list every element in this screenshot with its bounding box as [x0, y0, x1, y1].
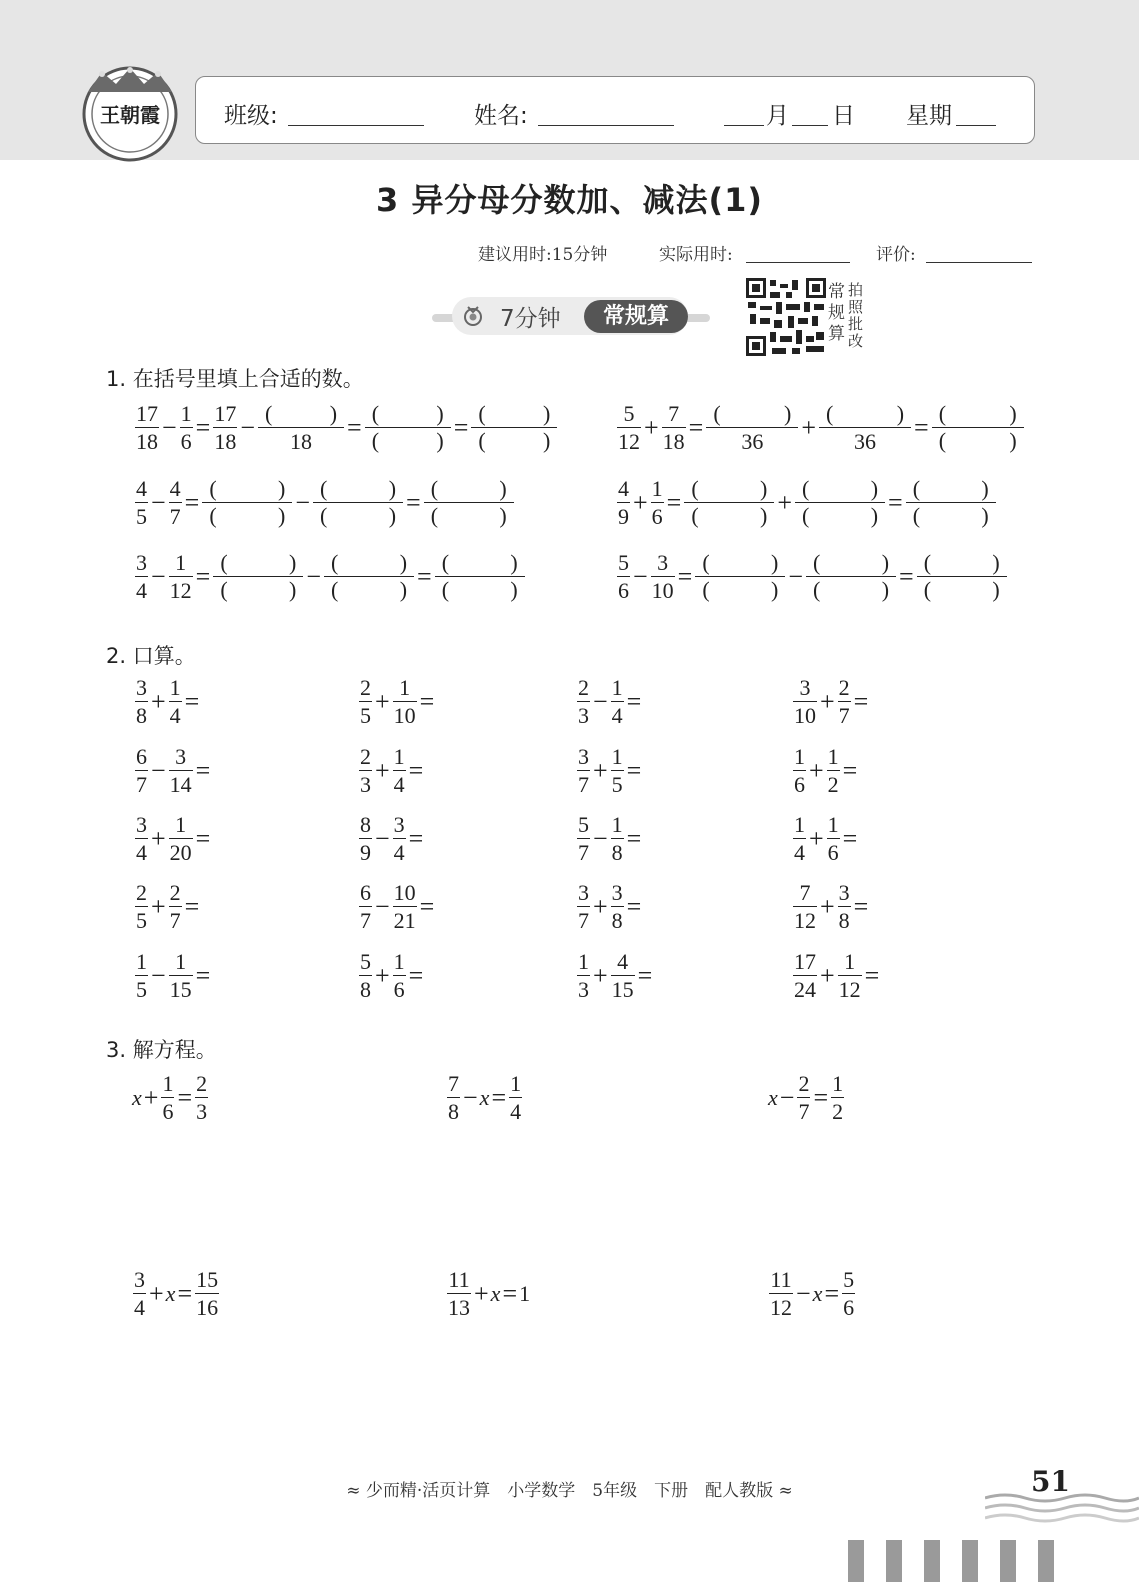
- equation-3: x − $\frac{2}{7}$ = $\frac{1}{2}$: [768, 1071, 844, 1124]
- mental-math-item: $\frac{3}{4}$ + $\frac{1}{20}$ =: [136, 812, 211, 865]
- fraction: $\frac{1}{12}$: [838, 949, 861, 1002]
- edge-tab-marker: [1000, 1540, 1016, 1582]
- fraction: $\frac{6}{7}$: [360, 880, 371, 933]
- q1-item-1: $\frac{17}{18}$ − $\frac{1}{6}$ = $\frac{17}{18}$ − ( ) 18 = ( ) ( ) = ( ) ( ): [134, 400, 558, 455]
- blank-fraction[interactable]: ( ) ( ): [906, 476, 996, 529]
- fraction: $\frac{1}{10}$: [393, 675, 416, 728]
- edge-tab-marker: [886, 1540, 902, 1582]
- fraction: $\frac{3}{14}$: [169, 744, 192, 797]
- fraction: $\frac{3}{8}$: [838, 880, 850, 933]
- fraction: $\frac{2}{3}$: [578, 675, 589, 728]
- mental-math-item: $\frac{2}{5}$ + $\frac{2}{7}$ =: [136, 880, 200, 933]
- fraction: $\frac{3}{8}$: [611, 880, 623, 933]
- fraction: $\frac{4}{15}$: [611, 949, 634, 1002]
- fraction: $\frac{10}{21}$: [393, 880, 416, 933]
- blank-fraction[interactable]: ( ) 36: [819, 401, 911, 455]
- fraction: $\frac{5}{12}$: [618, 401, 640, 454]
- blank-fraction[interactable]: ( ) ( ): [932, 401, 1024, 454]
- section-tag: 常规算: [584, 300, 688, 333]
- week-field[interactable]: [956, 125, 996, 126]
- q1-item-2: $\frac{5}{12}$ + $\frac{7}{18}$ = ( ) 36 + ( ) 36 = ( ) ( ): [616, 400, 1025, 455]
- page-title: 3 异分母分数加、减法(1): [376, 181, 763, 219]
- fraction: $\frac{1}{2}$: [832, 1071, 844, 1124]
- fraction: $\frac{3}{4}$: [136, 812, 147, 865]
- evaluation-label: 评价:: [876, 245, 916, 265]
- edge-tab-marker: [848, 1540, 864, 1582]
- fraction: $\frac{15}{16}$: [196, 1267, 219, 1320]
- fraction: $\frac{3}{7}$: [578, 744, 589, 797]
- qr-code-icon[interactable]: [746, 278, 826, 356]
- fraction: $\frac{5}{8}$: [360, 949, 371, 1002]
- fraction: $\frac{1}{15}$: [169, 949, 192, 1002]
- blank-fraction[interactable]: ( ) ( ): [684, 476, 774, 529]
- fraction: $\frac{1}{5}$: [611, 744, 623, 797]
- mental-math-item: $\frac{2}{5}$ + $\frac{1}{10}$ =: [360, 675, 435, 728]
- mental-math-item: $\frac{5}{7}$ − $\frac{1}{8}$ =: [578, 812, 642, 865]
- class-field[interactable]: [288, 125, 424, 126]
- mental-math-item: $\frac{6}{7}$ − $\frac{10}{21}$ =: [360, 880, 435, 933]
- fraction: $\frac{17}{24}$: [794, 949, 816, 1002]
- edge-tab-marker: [1038, 1540, 1054, 1582]
- fraction: $\frac{3}{4}$: [393, 812, 405, 865]
- page-number: 51: [1031, 1465, 1070, 1498]
- evaluation-field[interactable]: [926, 262, 1032, 263]
- blank-fraction[interactable]: ( ) ( ): [313, 476, 403, 529]
- blank-fraction[interactable]: ( ) ( ): [365, 401, 451, 454]
- fraction: $\frac{17}{18}$: [214, 401, 237, 454]
- blank-fraction[interactable]: ( ) ( ): [917, 550, 1007, 603]
- edge-tab-marker: [962, 1540, 978, 1582]
- equation-1: x + $\frac{1}{6}$ = $\frac{2}{3}$: [132, 1071, 208, 1124]
- q1-item-6: $\frac{5}{6}$ − $\frac{3}{10}$ = ( ) ( ) − ( ) ( ) = ( ) ( ): [616, 549, 1008, 604]
- actual-time-field[interactable]: [746, 262, 850, 263]
- wave-decoration: [985, 1490, 1139, 1526]
- fraction: $\frac{1}{4}$: [169, 675, 181, 728]
- fraction: $\frac{2}{7}$: [838, 675, 850, 728]
- blank-fraction[interactable]: ( ) 36: [706, 401, 798, 455]
- blank-fraction[interactable]: ( ) ( ): [324, 550, 414, 603]
- fraction: $\frac{3}{10}$: [794, 675, 816, 728]
- fraction: $\frac{1}{6}$: [651, 476, 663, 529]
- mental-math-item: $\frac{1}{5}$ − $\frac{1}{15}$ =: [136, 949, 211, 1002]
- mental-math-item: $\frac{3}{10}$ + $\frac{2}{7}$ =: [794, 675, 869, 728]
- edge-tab-marker: [924, 1540, 940, 1582]
- mental-math-item: $\frac{3}{7}$ + $\frac{1}{5}$ =: [578, 744, 642, 797]
- fraction: $\frac{1}{3}$: [578, 949, 589, 1002]
- mental-math-item: $\frac{8}{9}$ − $\frac{3}{4}$ =: [360, 812, 424, 865]
- fraction: $\frac{1}{6}$: [180, 401, 192, 454]
- section-time: 7分钟: [500, 306, 561, 332]
- mental-math-item: $\frac{2}{3}$ + $\frac{1}{4}$ =: [360, 744, 424, 797]
- fraction: $\frac{11}{13}$: [448, 1267, 470, 1320]
- week-label: 星期: [906, 103, 952, 129]
- fraction: $\frac{2}{7}$: [169, 880, 181, 933]
- mental-math-item: $\frac{5}{8}$ + $\frac{1}{6}$ =: [360, 949, 424, 1002]
- mental-math-item: $\frac{6}{7}$ − $\frac{3}{14}$ =: [136, 744, 211, 797]
- suggested-time: 建议用时:15分钟: [478, 245, 608, 265]
- fraction: $\frac{1}{4}$: [393, 744, 405, 797]
- fraction: $\frac{4}{7}$: [169, 476, 181, 529]
- fraction: $\frac{11}{12}$: [770, 1267, 792, 1320]
- fraction: $\frac{7}{8}$: [448, 1071, 459, 1124]
- fraction: $\frac{3}{8}$: [136, 675, 147, 728]
- question-3-heading: 3. 解方程。: [106, 1038, 217, 1062]
- blank-fraction[interactable]: ( ) ( ): [795, 476, 885, 529]
- fraction: $\frac{1}{2}$: [827, 744, 839, 797]
- student-info-box: [195, 76, 1035, 144]
- fraction: $\frac{3}{4}$: [134, 1267, 145, 1320]
- mental-math-item: $\frac{1}{6}$ + $\frac{1}{2}$ =: [794, 744, 858, 797]
- fraction: $\frac{1}{8}$: [611, 812, 623, 865]
- fraction: $\frac{4}{9}$: [618, 476, 629, 529]
- name-label: 姓名:: [474, 103, 528, 129]
- fraction: $\frac{7}{18}$: [662, 401, 685, 454]
- qr-side-label-a: 常规算: [828, 282, 845, 344]
- blank-fraction[interactable]: ( ) ( ): [806, 550, 896, 603]
- qr-side-label-b: 拍照批改: [848, 281, 864, 350]
- mental-math-item: $\frac{2}{3}$ − $\frac{1}{4}$ =: [578, 675, 642, 728]
- mental-math-item: $\frac{17}{24}$ + $\frac{1}{12}$ =: [794, 949, 880, 1002]
- fraction: $\frac{2}{3}$: [360, 744, 371, 797]
- fraction: $\frac{1}{12}$: [169, 550, 192, 603]
- fraction: $\frac{17}{18}$: [136, 401, 158, 454]
- fraction: $\frac{1}{6}$: [162, 1071, 174, 1124]
- blank-fraction[interactable]: ( ) ( ): [695, 550, 785, 603]
- fraction: $\frac{1}{6}$: [794, 744, 805, 797]
- name-field[interactable]: [538, 125, 674, 126]
- fraction: $\frac{1}{6}$: [393, 949, 405, 1002]
- fraction: $\frac{7}{12}$: [794, 880, 816, 933]
- fraction: $\frac{3}{10}$: [651, 550, 674, 603]
- mental-math-item: $\frac{3}{8}$ + $\frac{1}{4}$ =: [136, 675, 200, 728]
- blank-fraction[interactable]: ( ) ( ): [435, 550, 525, 603]
- fraction: $\frac{6}{7}$: [136, 744, 147, 797]
- fraction: $\frac{5}{7}$: [578, 812, 589, 865]
- fraction: $\frac{2}{3}$: [196, 1071, 208, 1124]
- fraction: $\frac{2}{5}$: [136, 880, 147, 933]
- fraction: $\frac{1}{20}$: [169, 812, 192, 865]
- fraction: $\frac{5}{6}$: [618, 550, 629, 603]
- day-label: 日: [832, 103, 855, 129]
- brand-logo: [80, 62, 180, 162]
- mental-math-item: $\frac{1}{4}$ + $\frac{1}{6}$ =: [794, 812, 858, 865]
- fraction: $\frac{4}{5}$: [136, 476, 147, 529]
- actual-time-label: 实际用时:: [659, 245, 733, 265]
- blank-fraction[interactable]: ( ) ( ): [213, 550, 303, 603]
- fraction: $\frac{1}{6}$: [827, 812, 839, 865]
- q1-item-5: $\frac{3}{4}$ − $\frac{1}{12}$ = ( ) ( ) − ( ) ( ) = ( ) ( ): [134, 549, 526, 604]
- blank-fraction[interactable]: ( ) ( ): [202, 476, 292, 529]
- blank-fraction[interactable]: ( ) 18: [258, 401, 344, 455]
- day-field[interactable]: [792, 125, 828, 126]
- fraction: $\frac{5}{6}$: [843, 1267, 855, 1320]
- equation-6: $\frac{11}{12}$ − x = $\frac{5}{6}$: [770, 1267, 855, 1320]
- fraction: $\frac{2}{5}$: [360, 675, 371, 728]
- fraction: $\frac{2}{7}$: [798, 1071, 810, 1124]
- month-field[interactable]: [724, 125, 764, 126]
- question-1-heading: 1. 在括号里填上合适的数。: [106, 367, 364, 391]
- question-2-heading: 2. 口算。: [106, 644, 196, 668]
- medal-icon: [462, 305, 484, 327]
- fraction: $\frac{1}{5}$: [136, 949, 147, 1002]
- month-label: 月: [766, 103, 789, 129]
- mental-math-item: $\frac{3}{7}$ + $\frac{3}{8}$ =: [578, 880, 642, 933]
- logo-text: 王朝霞: [100, 103, 160, 127]
- fraction: $\frac{1}{4}$: [611, 675, 623, 728]
- blank-fraction[interactable]: ( ) ( ): [424, 476, 514, 529]
- equation-5: $\frac{11}{13}$ + x = 1: [448, 1267, 531, 1320]
- equation-4: $\frac{3}{4}$ + x = $\frac{15}{16}$: [134, 1267, 219, 1320]
- fraction: $\frac{8}{9}$: [360, 812, 371, 865]
- fraction: $\frac{3}{7}$: [578, 880, 589, 933]
- footer-text: ≈ 少而精·活页计算 小学数学 5年级 下册 配人教版 ≈: [346, 1481, 793, 1501]
- fraction: $\frac{1}{4}$: [510, 1071, 522, 1124]
- class-label: 班级:: [224, 103, 278, 129]
- mental-math-item: $\frac{1}{3}$ + $\frac{4}{15}$ =: [578, 949, 653, 1002]
- equation-2: $\frac{7}{8}$ − x = $\frac{1}{4}$: [448, 1071, 522, 1124]
- fraction: $\frac{1}{4}$: [794, 812, 805, 865]
- q1-item-3: $\frac{4}{5}$ − $\frac{4}{7}$ = ( ) ( ) − ( ) ( ) = ( ) ( ): [134, 475, 515, 530]
- mental-math-item: $\frac{7}{12}$ + $\frac{3}{8}$ =: [794, 880, 869, 933]
- blank-fraction[interactable]: ( ) ( ): [471, 401, 557, 454]
- q1-item-4: $\frac{4}{9}$ + $\frac{1}{6}$ = ( ) ( ) + ( ) ( ) = ( ) ( ): [616, 475, 997, 530]
- fraction: $\frac{3}{4}$: [136, 550, 147, 603]
